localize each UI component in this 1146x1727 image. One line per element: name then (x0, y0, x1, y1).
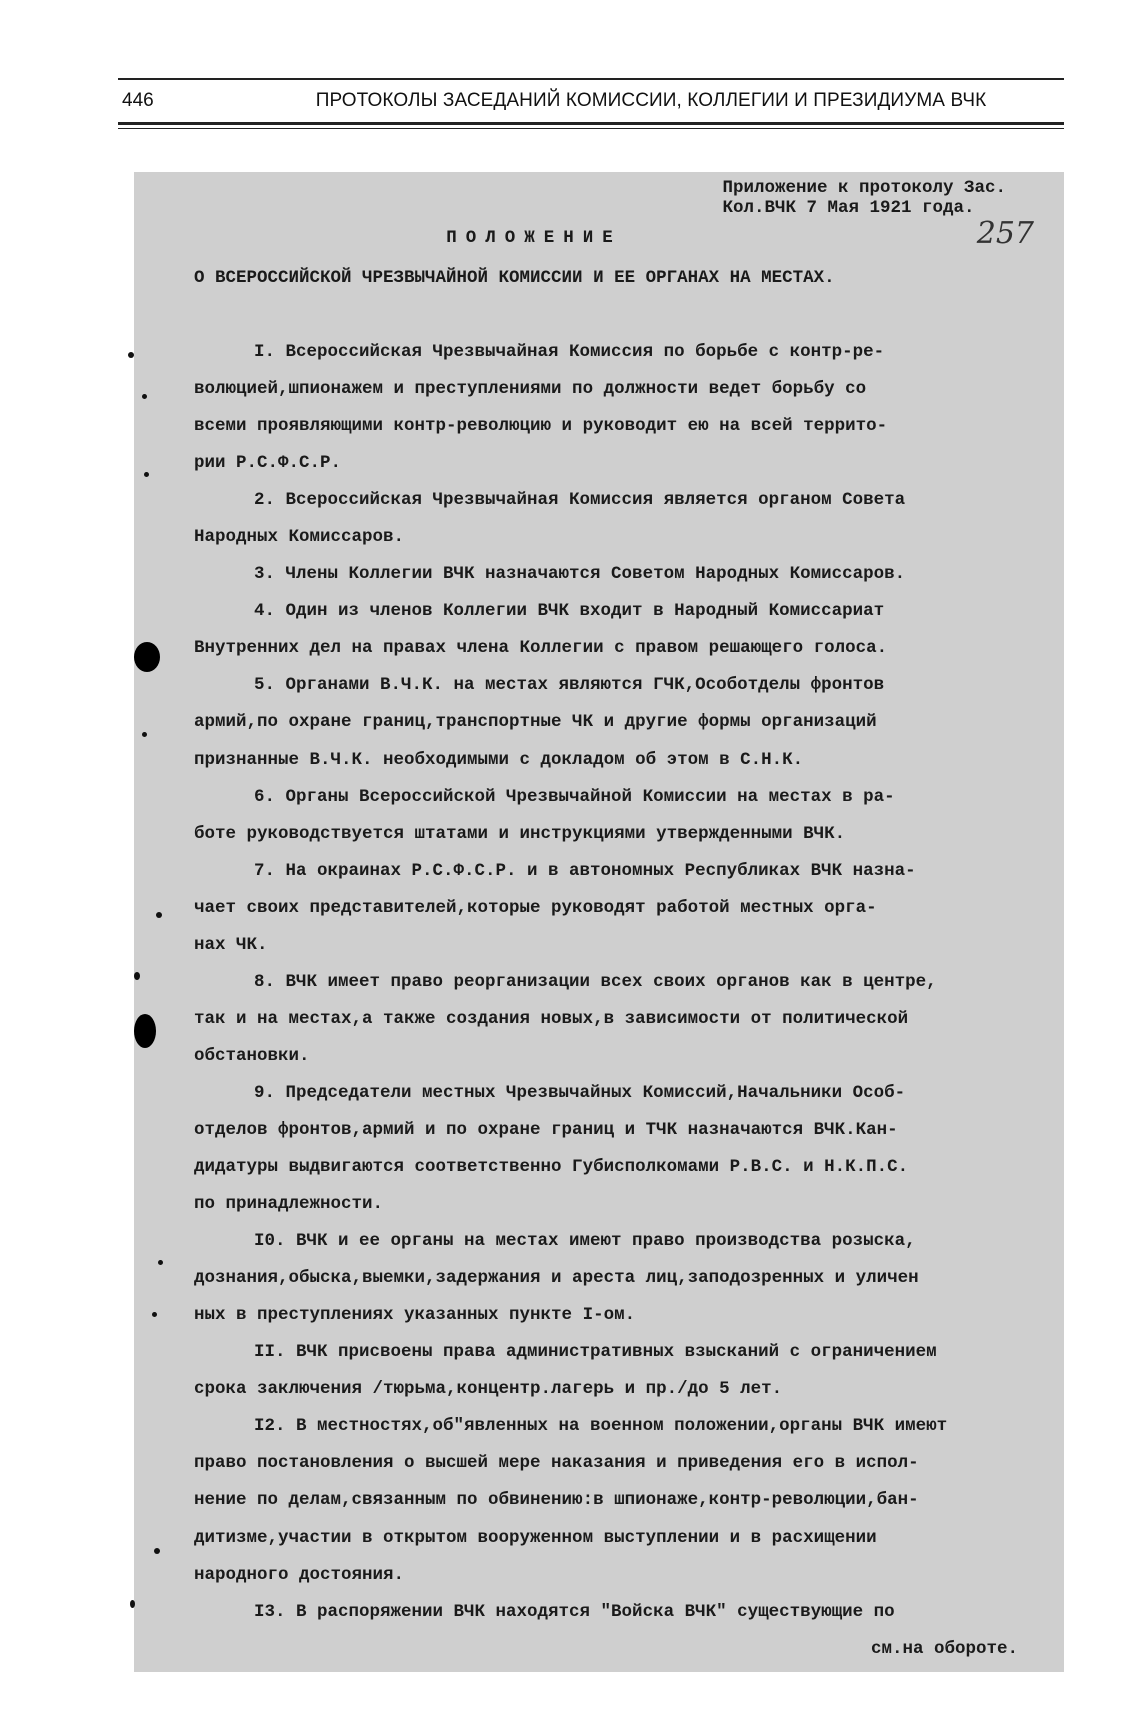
document-scan (134, 172, 1064, 1672)
protocol-note-line: Приложение к протоколу Зас. (722, 178, 1006, 198)
margin-mark (134, 972, 140, 980)
document-subtitle: О ВСЕРОССИЙСКОЙ ЧРЕЗВЫЧАЙНОЙ КОМИССИИ И ЕЕ ОРГАНАХ НА МЕСТАХ. (194, 268, 835, 288)
document-line: нах ЧК. (194, 934, 268, 955)
margin-mark (154, 1548, 160, 1554)
document-line: народного достояния. (194, 1564, 405, 1585)
document-line: дидатуры выдвигаются соответственно Губисполкомами Р.В.С. и Н.К.П.С. (194, 1157, 909, 1178)
document-body (194, 334, 1040, 1668)
margin-mark (130, 1600, 135, 1608)
protocol-note-line: Кол.ВЧК 7 Мая 1921 года. (722, 198, 975, 218)
document-line: всеми проявляющими контр-революцию и руководит ею на всей террито- (194, 416, 888, 437)
page-number: 446 (122, 90, 154, 111)
margin-mark (142, 394, 147, 399)
document-line: нение по делам,связанным по обвинению:в шпионаже,контр-революции,бан- (194, 1490, 919, 1511)
margin-mark (128, 352, 134, 358)
document-line: 9. Председатели местных Чрезвычайных Комиссий,Начальники Особ- (254, 1082, 906, 1103)
document-line: 4. Один из членов Коллегии ВЧК входит в Народный Комиссариат (254, 601, 885, 622)
document-line: по принадлежности. (194, 1194, 384, 1215)
document-line: дознания,обыска,выемки,задержания и ареста лиц,заподозренных и уличен (194, 1268, 919, 1289)
ink-blot (134, 642, 160, 672)
document-line: Внутренних дел на правах члена Коллегии с правом решающего голоса. (194, 638, 888, 659)
document-line: ных в преступлениях указанных пункте I-ом. (194, 1305, 636, 1326)
document-line: право постановления о высшей мере наказания и приведения его в испол- (194, 1453, 919, 1474)
ink-blot (134, 1014, 156, 1048)
document-title: ПОЛОЖЕНИЕ (446, 228, 622, 248)
handwritten-folio: 257 (976, 216, 1034, 251)
document-line: 5. Органами В.Ч.К. на местах являются ГЧК,Особотделы фронтов (254, 675, 885, 696)
document-line: 7. На окраинах Р.С.Ф.С.Р. и в автономных Республиках ВЧК назна- (254, 860, 916, 881)
document-line: волюцией,шпионажем и преступлениями по должности ведет борьбу со (194, 379, 867, 400)
document-line: отделов фронтов,армий и по охране границ и ТЧК назначаются ВЧК.Кан- (194, 1119, 898, 1140)
document-line: 3. Члены Коллегии ВЧК назначаются Советом Народных Комиссаров. (254, 564, 906, 585)
document-line: 6. Органы Всероссийской Чрезвычайной Комиссии на местах в ра- (254, 786, 895, 807)
document-line: I. Всероссийская Чрезвычайная Комиссия по борьбе с контр-ре- (254, 342, 885, 362)
document-line: I0. ВЧК и ее органы на местах имеют право производства розыска, (254, 1231, 916, 1252)
margin-mark (142, 732, 147, 737)
document-line: признанные В.Ч.К. необходимыми с докладом об этом в С.Н.К. (194, 749, 804, 770)
document-line: обстановки. (194, 1045, 310, 1066)
document-line: так и на местах,а также создания новых,в зависимости от политической (194, 1008, 909, 1029)
continued-overleaf-note: см.на обороте. (870, 1638, 1018, 1659)
document-line: I3. В распоряжении ВЧК находятся "Войска ВЧК" существующие по (254, 1601, 895, 1622)
document-line: I2. В местностях,об"явленных на военном положении,органы ВЧК имеют (254, 1416, 948, 1437)
header-rule-thick (118, 122, 1064, 125)
document-line: II. ВЧК присвоены права административных взысканий с ограничением (254, 1342, 937, 1363)
margin-mark (152, 1312, 157, 1317)
document-line: 8. ВЧК имеет право реорганизации всех своих органов как в центре, (254, 971, 937, 992)
document-line: срока заключения /тюрьма,концентр.лагерь и пр./до 5 лет. (194, 1379, 783, 1400)
margin-mark (158, 1260, 163, 1265)
document-line: армий,по охране границ,транспортные ЧК и другие формы организаций (194, 712, 877, 733)
running-header (118, 78, 1064, 128)
document-line: Народных Комиссаров. (194, 527, 405, 548)
margin-mark (144, 472, 149, 477)
document-line: дитизме,участии в открытом вооруженном выступлении и в расхищении (194, 1527, 877, 1548)
header-rule-thin (118, 128, 1064, 129)
document-line: 2. Всероссийская Чрезвычайная Комиссия является органом Совета (254, 490, 906, 511)
document-line: чает своих представителей,которые руководят работой местных орга- (194, 897, 877, 918)
document-line: боте руководствуется штатами и инструкциями утвержденными ВЧК. (194, 823, 846, 844)
document-line: рии Р.С.Ф.С.Р. (194, 453, 342, 474)
running-title: ПРОТОКОЛЫ ЗАСЕДАНИЙ КОМИССИИ, КОЛЛЕГИИ И ПРЕЗИДИУМА ВЧК (315, 90, 987, 111)
protocol-note (722, 178, 1006, 218)
margin-mark (156, 912, 162, 918)
